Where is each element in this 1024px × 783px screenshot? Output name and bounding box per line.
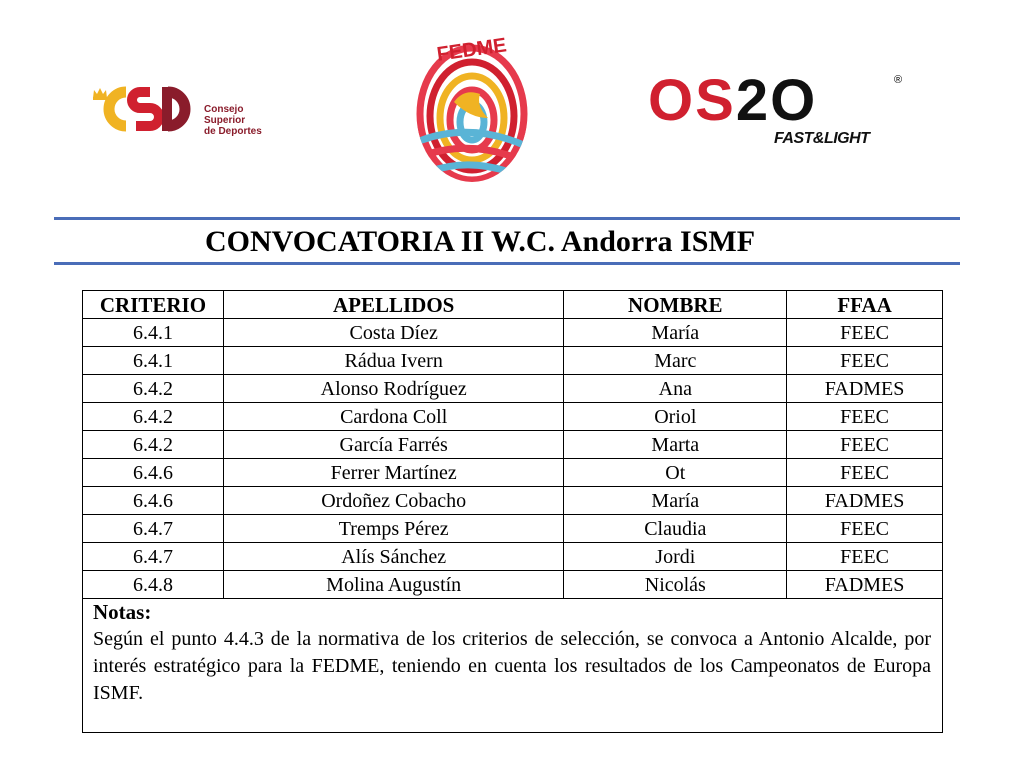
header-nombre: NOMBRE (564, 291, 787, 319)
cell-nombre: María (564, 319, 787, 347)
header-apellidos: APELLIDOS (223, 291, 564, 319)
cell-apellidos: Ferrer Martínez (223, 459, 564, 487)
notes-text: Según el punto 4.4.3 de la normativa de los criterios de selección, se convoca a Antonio Alcalde, por interés estratégico para la FEDME, teniendo en cuenta los resultados de los Campeonatos de Europa ISMF. (93, 628, 931, 704)
cell-apellidos: Cardona Coll (223, 403, 564, 431)
os2o-wordmark: OS2O (648, 68, 818, 133)
cell-nombre: Ot (564, 459, 787, 487)
cell-ffaa: FEEC (787, 347, 943, 375)
cell-ffaa: FADMES (787, 375, 943, 403)
crown-icon (92, 86, 108, 100)
cell-ffaa: FEEC (787, 459, 943, 487)
cell-apellidos: Costa Díez (223, 319, 564, 347)
cell-ffaa: FEEC (787, 543, 943, 571)
cell-criterio: 6.4.7 (83, 543, 224, 571)
cell-criterio: 6.4.2 (83, 431, 224, 459)
cell-apellidos: Ordoñez Cobacho (223, 487, 564, 515)
table-row (83, 403, 943, 431)
cell-criterio: 6.4.1 (83, 347, 224, 375)
cell-criterio: 6.4.8 (83, 571, 224, 599)
notes-title: Notas: (93, 600, 152, 624)
cell-ffaa: FEEC (787, 431, 943, 459)
page-title: CONVOCATORIA II W.C. Andorra ISMF (204, 225, 756, 258)
notes-box (82, 598, 943, 733)
table-row (83, 543, 943, 571)
header-ffaa: FFAA (787, 291, 943, 319)
cell-ffaa: FADMES (787, 487, 943, 515)
cell-ffaa: FADMES (787, 571, 943, 599)
svg-text:FEDME: FEDME (435, 34, 508, 66)
cell-criterio: 6.4.1 (83, 319, 224, 347)
cell-nombre: María (564, 487, 787, 515)
table-row (83, 459, 943, 487)
csd-text: Consejo Superior de Deportes (204, 104, 262, 137)
cell-nombre: Marc (564, 347, 787, 375)
cell-nombre: Marta (564, 431, 787, 459)
registered-mark: ® (894, 74, 903, 86)
cell-ffaa: FEEC (787, 319, 943, 347)
table-header-row (83, 291, 943, 319)
cell-criterio: 6.4.7 (83, 515, 224, 543)
fedme-logo (408, 22, 536, 184)
cell-nombre: Claudia (564, 515, 787, 543)
table-row (83, 571, 943, 599)
fedme-fingerprint-icon (408, 22, 536, 184)
cell-nombre: Ana (564, 375, 787, 403)
table-row (83, 375, 943, 403)
cell-apellidos: Molina Augustín (223, 571, 564, 599)
cell-criterio: 6.4.2 (83, 375, 224, 403)
cell-apellidos: Tremps Pérez (223, 515, 564, 543)
cell-nombre: Jordi (564, 543, 787, 571)
cell-apellidos: García Farrés (223, 431, 564, 459)
roster-table (82, 290, 943, 599)
csd-logo (92, 78, 272, 138)
table-row (83, 515, 943, 543)
cell-nombre: Nicolás (564, 571, 787, 599)
title-rule-bottom (54, 262, 960, 265)
table-row (83, 487, 943, 515)
cell-nombre: Oriol (564, 403, 787, 431)
cell-ffaa: FEEC (787, 515, 943, 543)
cell-criterio: 6.4.6 (83, 459, 224, 487)
os2o-tagline: FAST&LIGHT (774, 130, 870, 147)
cell-apellidos: Rádua Ivern (223, 347, 564, 375)
table-row (83, 347, 943, 375)
table-row (83, 431, 943, 459)
title-rule-top (54, 217, 960, 220)
cell-ffaa: FEEC (787, 403, 943, 431)
os2o-logo (648, 68, 910, 156)
csd-mark-icon (92, 86, 202, 132)
header-criterio: CRITERIO (83, 291, 224, 319)
cell-apellidos: Alís Sánchez (223, 543, 564, 571)
cell-criterio: 6.4.2 (83, 403, 224, 431)
cell-apellidos: Alonso Rodríguez (223, 375, 564, 403)
table-row (83, 319, 943, 347)
cell-criterio: 6.4.6 (83, 487, 224, 515)
